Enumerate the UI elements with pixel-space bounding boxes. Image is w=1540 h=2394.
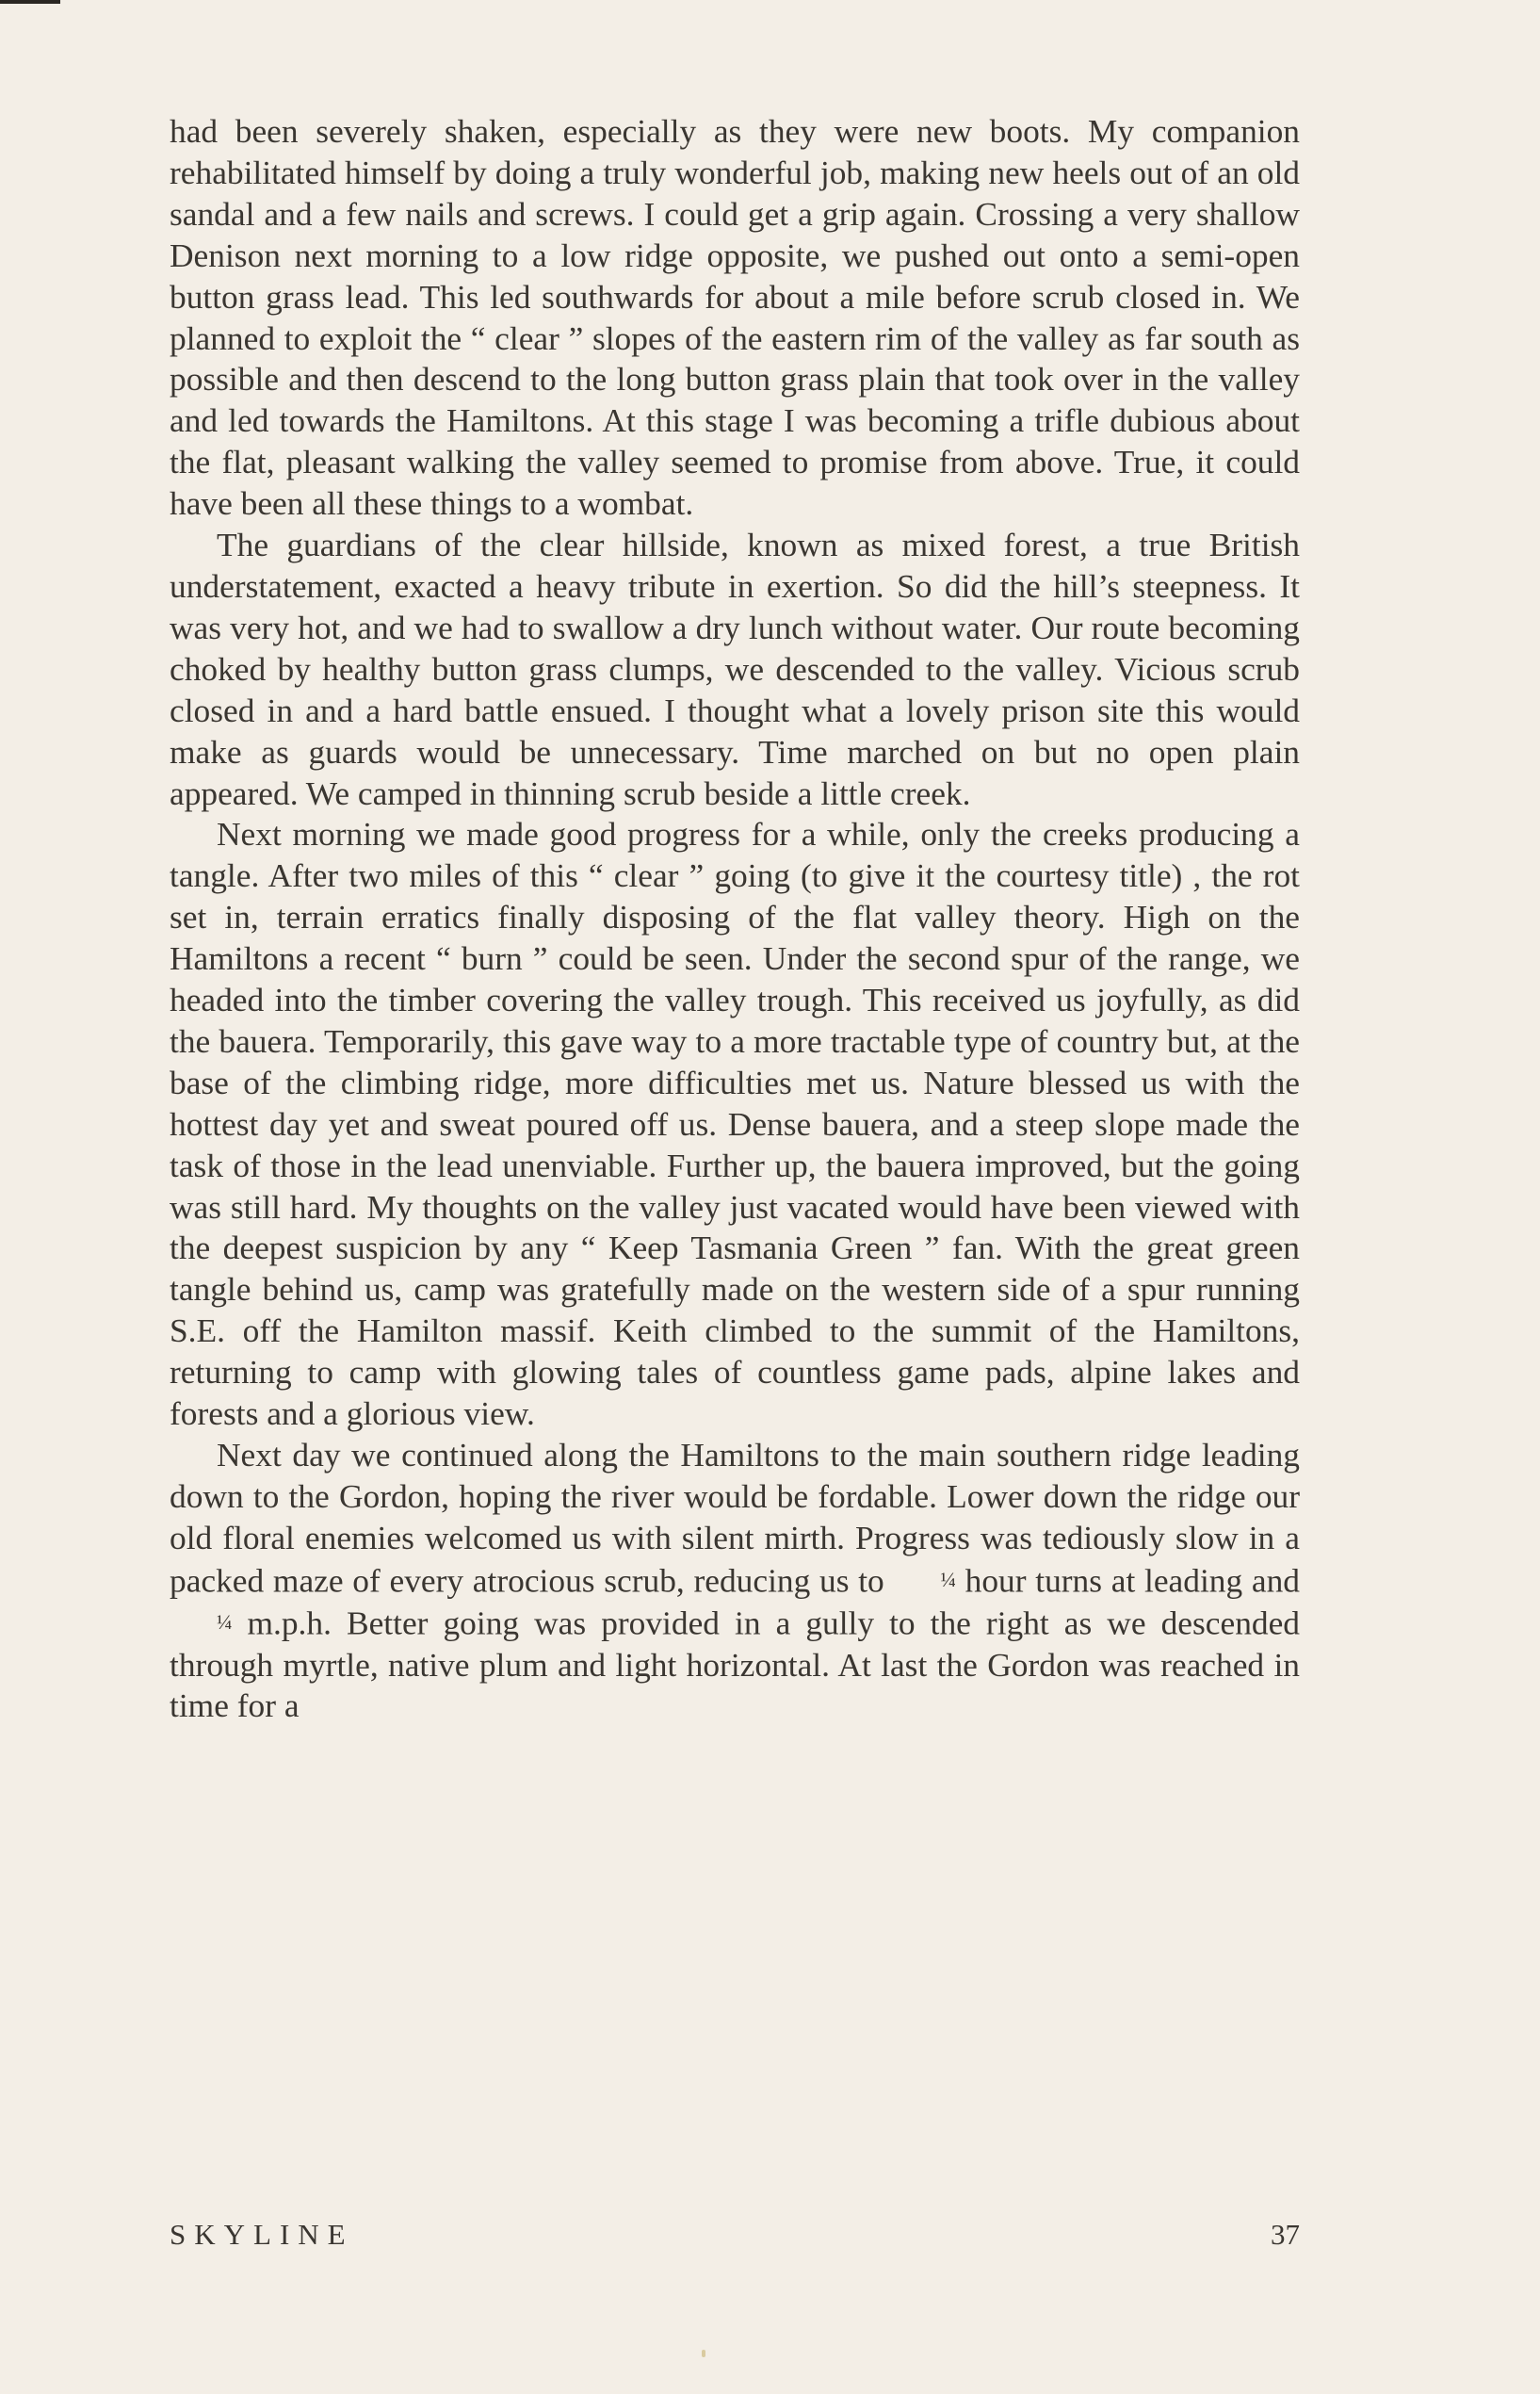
paragraph-1: had been severely shaken, especially as they were new boots. My companion rehabilitated himself by doing a truly wonderful job, making new heels out of an old sandal and a few nails and screws. I could get a grip again. Crossing a very shallow Denison next morning to a low ridge opposite, we pushed out onto a semi-open button grass lead. This led southwards for about a mile before scrub closed in. We planned to exploit the “ clear ” slopes of the eastern rim of the valley as far south as possible and then descend to the long button grass plain that took over in the valley and led towards the Hamiltons. At this stage I was becoming a trifle dubious about the flat, pleasant walking the valley seemed to promise from above. True, it could have been all these things to a wombat. [170, 112, 1300, 523]
paragraph-3: Next morning we made good progress for a while, only the creeks producing a tangle. After two miles of this “ clear ” going (to give it the courtesy title) , the rot set in, terrain erratics finally disposing of the flat valley theory. High on the Hamiltons a recent “ burn ” could be seen. Under the second spur of the range, we headed into the timber covering the valley trough. This received us joyfully, as did the bauera. Temporarily, this gave way to a more tractable type of country but, at the base of the climbing ridge, more difficulties met us. Nature blessed us with the hottest day yet and sweat poured off us. Dense bauera, and a steep slope made the task of those in the lead unenviable. Further up, the bauera improved, but the going was still hard. My thoughts on the valley just vacated would have been viewed with the deepest suspicion by any “ Keep Tasmania Green ” fan. With the great green tangle behind us, camp was gratefully made on the western side of a spur running S.E. off the Hamilton massif. Keith climbed to the summit of the Hamiltons, returning to camp with glowing tales of countless game pads, alpine lakes and forests and a glorious view. [170, 815, 1300, 1433]
paragraph-4-part-3: m.p.h. Better going was provided in a gully to the right as we descended through myrtle, native plum and light horizontal. At last the Gordon was reached in time for a [170, 1604, 1300, 1725]
top-edge-rule [0, 0, 60, 4]
paper-speck [702, 2350, 705, 2357]
paragraph-2: The guardians of the clear hillside, known as mixed forest, a true British understatement, exacted a heavy tribute in exertion. So did the hill’s steepness. It was very hot, and we had to swallow a dry lunch without water. Our route becoming choked by healthy button grass clumps, we descended to the valley. Vicious scrub closed in and a hard battle ensued. I thought what a lovely prison site this would make as guards would be unnecessary. Time marched on but no open plain appeared. We camped in thinning scrub beside a little creek. [170, 526, 1300, 812]
page-number: 37 [1271, 2218, 1300, 2251]
paragraph-4-part-2: hour turns at leading and [965, 1561, 1300, 1600]
paragraph-4 [170, 1435, 1300, 1727]
paragraph-4-part-1: Next day we continued along the Hamiltons to the main southern ridge leading down to the Gordon, hoping the river would be fordable. Lower down the ridge our old floral enemies welcomed us with silent mirth. Progress was tediously slow in a packed maze of every atrocious scrub, reducing us to [170, 1436, 1300, 1600]
body-text [170, 111, 1300, 1727]
fraction-quarter-2: ¼ [217, 1610, 233, 1635]
running-title: SKYLINE [170, 2218, 354, 2251]
fraction-quarter-1: ¼ [940, 1567, 956, 1591]
